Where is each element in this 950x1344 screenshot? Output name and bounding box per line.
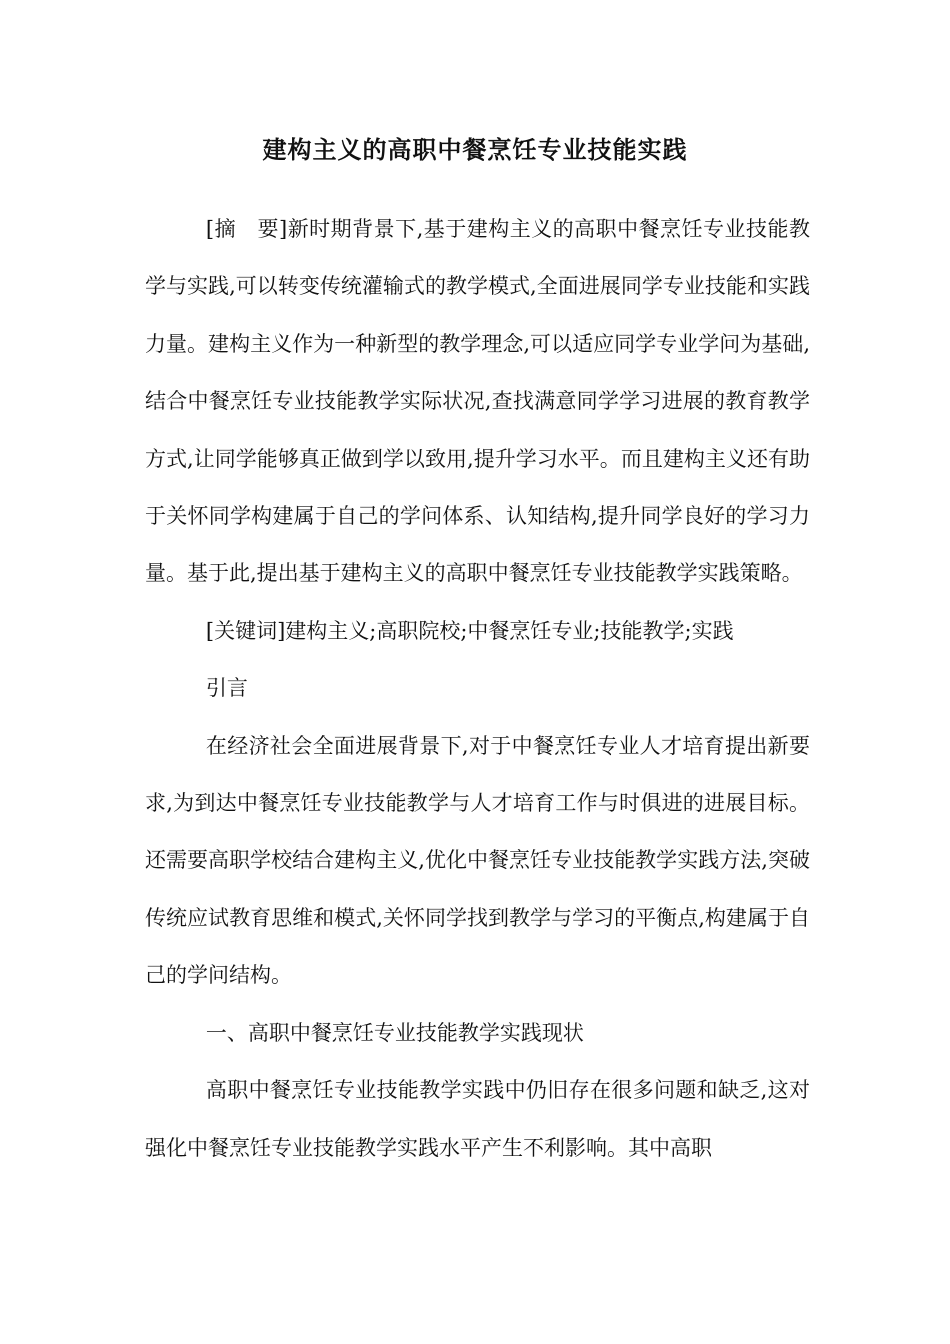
document-body (145, 201, 810, 1177)
keywords-paragraph: [关键词]建构主义;高职院校;中餐烹饪专业;技能教学;实践 (205, 618, 734, 643)
document-title: 建构主义的高职中餐烹饪专业技能实践 (262, 135, 688, 164)
section-heading-1: 一、高职中餐烹饪专业技能教学实践现状 (205, 1020, 584, 1045)
introduction-paragraph: 在经济社会全面进展背景下,对于中餐烹饪专业人才培育提出新要求,为到达中餐烹饪专业技能教学与人才培育工作与时俱进的进展目标。还需要高职学校结合建构主义,优化中餐烹饪专业技能教学实践方法,突破传统应试教育思维和模式,关怀同学找到教学与学习的平衡点,构建属于自己的学问结构。 (145, 733, 810, 988)
abstract-paragraph: [摘 要]新时期背景下,基于建构主义的高职中餐烹饪专业技能教学与实践,可以转变传统灌输式的教学模式,全面进展同学专业技能和实践力量。建构主义作为一种新型的教学理念,可以适应同学专业学问为基础,结合中餐烹饪专业技能教学实际状况,查找满意同学学习进展的教育教学方式,让同学能够真正做到学以致用,提升学习水平。而且建构主义还有助于关怀同学构建属于自己的学问体系、认知结构,提升同学良好的学习力量。基于此,提出基于建构主义的高职中餐烹饪专业技能教学实践策略。 (145, 217, 810, 586)
section-heading-introduction: 引言 (205, 676, 248, 701)
section-1-paragraph: 高职中餐烹饪专业技能教学实践中仍旧存在很多问题和缺乏,这对强化中餐烹饪专业技能教学实践水平产生不利影响。其中高职 (145, 1078, 810, 1160)
